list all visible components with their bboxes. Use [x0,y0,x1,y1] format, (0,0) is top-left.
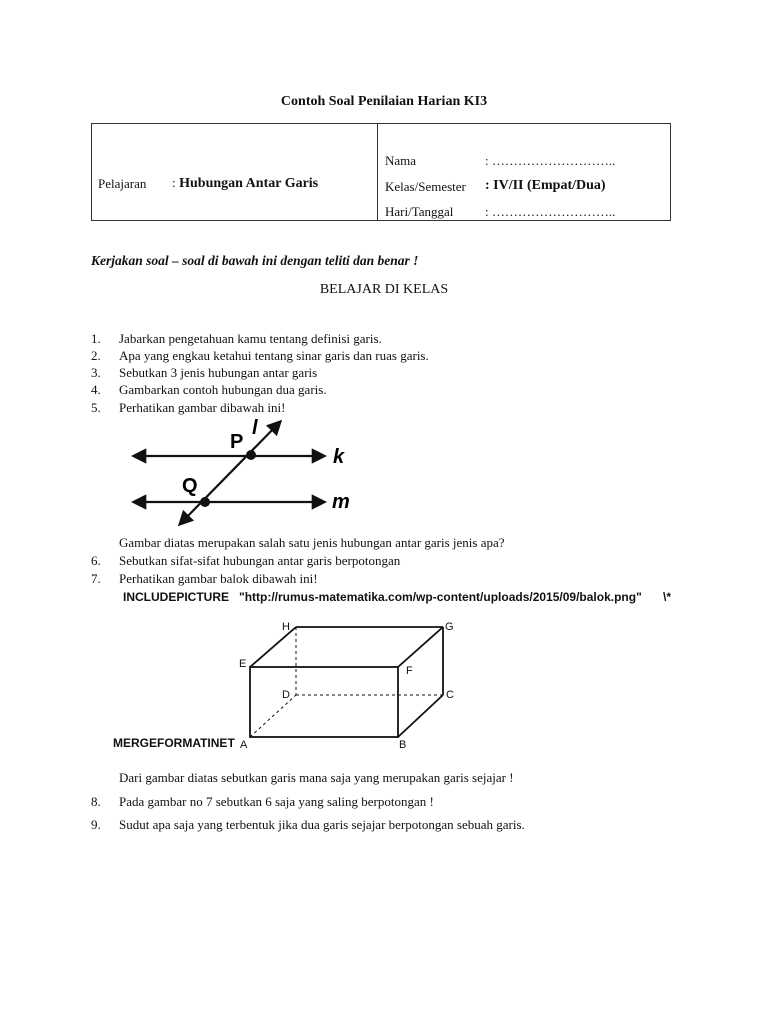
question-number: 5. [91,400,101,415]
question-number: 3. [91,365,101,380]
pelajaran-value [172,175,318,192]
question-text: Jabarkan pengetahuan kamu tentang definisi garis. [119,331,382,346]
label-p: P [230,431,244,453]
subject-cell [92,124,378,220]
kelas-value: : IV/II (Empat/Dua) [485,178,606,193]
point-p [246,450,256,460]
label-k: k [333,446,345,468]
question-number: 7. [91,571,101,586]
question-number: 8. [91,794,101,809]
question-text: Sebutkan sifat-sifat hubungan antar garis berpotongan [119,553,401,568]
question-number: 6. [91,553,101,568]
question-number: 4. [91,382,101,397]
header-info-table [91,123,671,221]
pelajaran-label: Pelajaran [98,176,147,191]
pelajaran-subject: Hubungan Antar Garis [179,176,319,191]
question-text: Perhatikan gambar dibawah ini! [119,400,286,415]
question-text: Sebutkan 3 jenis hubungan antar garis [119,365,318,380]
label-h: H [282,621,290,633]
hari-label: Hari/Tanggal [385,204,454,219]
question-7-followup: Dari gambar diatas sebutkan garis mana saja yang merupakan garis sejajar ! [119,770,514,785]
instruction-text: Kerjakan soal – soal di bawah ini dengan teliti dan benar ! [91,253,419,268]
label-m: m [332,491,350,513]
question-number: 2. [91,348,101,363]
label-a: A [240,739,248,751]
label-f: F [406,665,413,677]
nama-value: : ……………………….. [485,153,616,168]
question-number: 9. [91,817,101,832]
label-e: E [239,658,247,670]
nama-label: Nama [385,153,417,168]
point-q [200,497,210,507]
mergeformat-field-code: MERGEFORMATINET [113,736,235,750]
pelajaran-separator: : [172,175,176,190]
switch-field-code: \* [663,590,672,604]
question-5-followup: Gambar diatas merupakan salah satu jenis hubungan antar garis jenis apa? [119,535,505,550]
section-title: BELAJAR DI KELAS [319,282,449,297]
question-number: 1. [91,331,101,346]
label-g: G [445,621,454,633]
parallel-lines-figure [128,414,358,530]
box-front-face [250,667,398,737]
question-text: Sudut apa saja yang terbentuk jika dua garis sejajar berpotongan sebuah garis. [119,817,525,832]
label-l: l [252,417,258,439]
label-b: B [399,739,407,751]
label-q: Q [182,475,198,497]
image-url-field-code: "http://rumus-matematika.com/wp-content/uploads/2015/09/balok.png" [239,590,642,604]
label-c: C [446,689,454,701]
question-text: Apa yang engkau ketahui tentang sinar garis dan ruas garis. [119,348,429,363]
includepicture-field-code: INCLUDEPICTURE [123,590,230,604]
question-text: Perhatikan gambar balok dibawah ini! [119,571,318,586]
box-figure [230,615,460,755]
hari-value: : ……………………….. [485,204,616,219]
kelas-label: Kelas/Semester [385,179,466,194]
label-d: D [282,689,290,701]
document-title: Contoh Soal Penilaian Harian KI3 [280,94,488,109]
question-text: Pada gambar no 7 sebutkan 6 saja yang saling berpotongan ! [119,794,434,809]
question-text: Gambarkan contoh hubungan dua garis. [119,382,327,397]
